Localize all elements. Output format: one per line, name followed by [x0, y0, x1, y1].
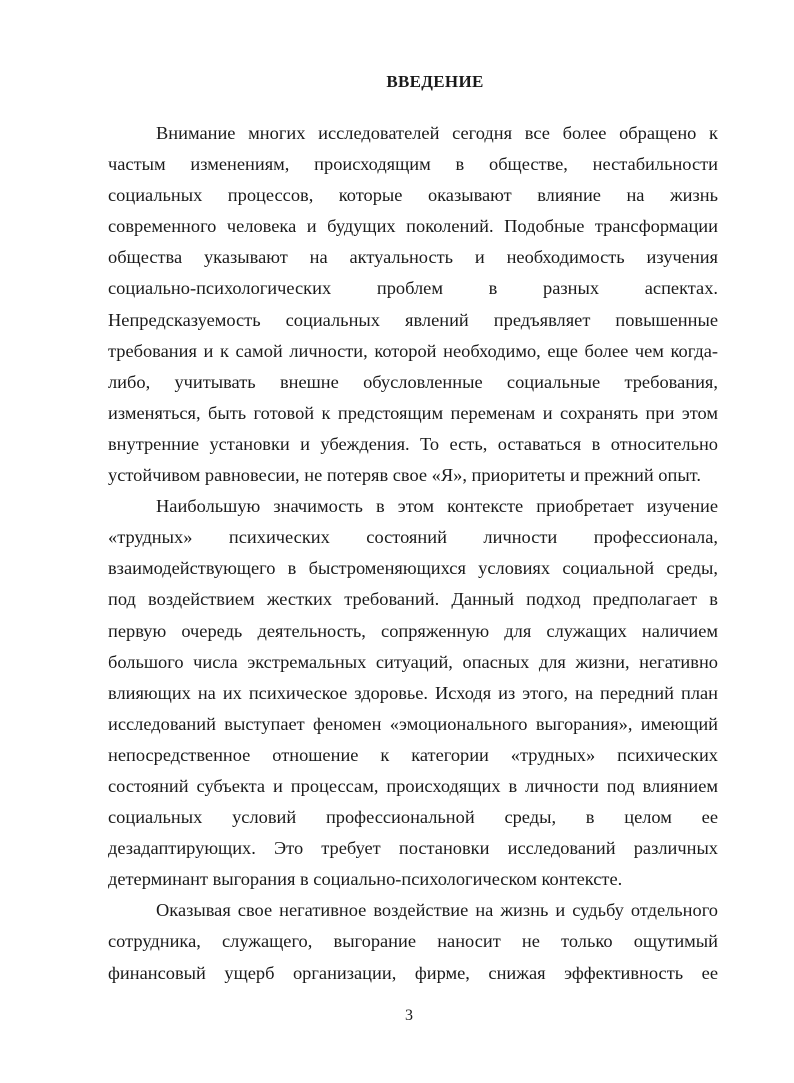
text-line: взаимодействующего в быстроменяющихся условиях социальной среды, — [108, 558, 718, 579]
text-line: под воздействием жестких требований. Данный подход предполагает в — [108, 589, 718, 610]
text-line: «трудных» психических состояний личности профессионала, — [108, 527, 718, 548]
paragraph-2 — [108, 491, 718, 895]
text-line: Непредсказуемость социальных явлений предъявляет повышенные — [108, 309, 718, 330]
text-line: современного человека и будущих поколений. Подобные трансформации — [108, 216, 718, 237]
text-line: социальных условий профессиональной среды, в целом ее — [108, 807, 718, 828]
text-line: социальных процессов, которые оказывают влияние на жизнь — [108, 185, 718, 206]
paragraph-3 — [108, 895, 718, 988]
text-line: либо, учитывать внешне обусловленные социальные требования, — [108, 371, 718, 392]
page-number: 3 — [405, 1007, 413, 1024]
text-line: финансовый ущерб организации, фирме, снижая эффективность ее — [108, 962, 718, 983]
text-line: изменяться, быть готовой к предстоящим переменам и сохранять при этом — [108, 402, 718, 423]
text-line: устойчивом равновесии, не потеряв свое «Я», приоритеты и прежний опыт. — [108, 465, 701, 486]
text-line: Наибольшую значимость в этом контексте приобретает изучение — [156, 496, 718, 517]
text-line: Внимание многих исследователей сегодня все более обращено к — [156, 123, 718, 143]
text-line: Оказывая свое негативное воздействие на жизнь и судьбу отдельного — [156, 900, 718, 921]
text-line: дезадаптирующих. Это требует постановки исследований различных — [108, 838, 718, 859]
text-line: состояний субъекта и процессам, происходящих в личности под влиянием — [108, 775, 718, 796]
paragraph-1 — [108, 118, 718, 491]
text-line: общества указывают на актуальность и необходимость изучения — [108, 247, 718, 268]
text-line: детерминант выгорания в социально-психологическом контексте. — [108, 869, 623, 890]
text-line: влияющих на их психическое здоровье. Исходя из этого, на передний план — [108, 682, 718, 703]
page-title: ВВЕДЕНИЕ — [386, 72, 484, 91]
text-line: социально-психологических проблем в разных аспектах. — [108, 278, 718, 299]
text-line: внутренние установки и убеждения. То есть, оставаться в относительно — [108, 433, 718, 454]
text-line: первую очередь деятельность, сопряженную для служащих наличием — [108, 620, 718, 641]
text-line: исследований выступает феномен «эмоционального выгорания», имеющий — [108, 713, 718, 734]
text-line: сотрудника, служащего, выгорание наносит не только ощутимый — [108, 931, 718, 952]
document-body — [108, 118, 718, 989]
text-line: требования и к самой личности, которой необходимо, еще более чем когда- — [108, 340, 718, 361]
text-line: непосредственное отношение к категории «трудных» психических — [108, 744, 718, 765]
text-line: большого числа экстремальных ситуаций, опасных для жизни, негативно — [108, 651, 718, 672]
text-line: частым изменениям, происходящим в обществе, нестабильности — [108, 154, 718, 175]
